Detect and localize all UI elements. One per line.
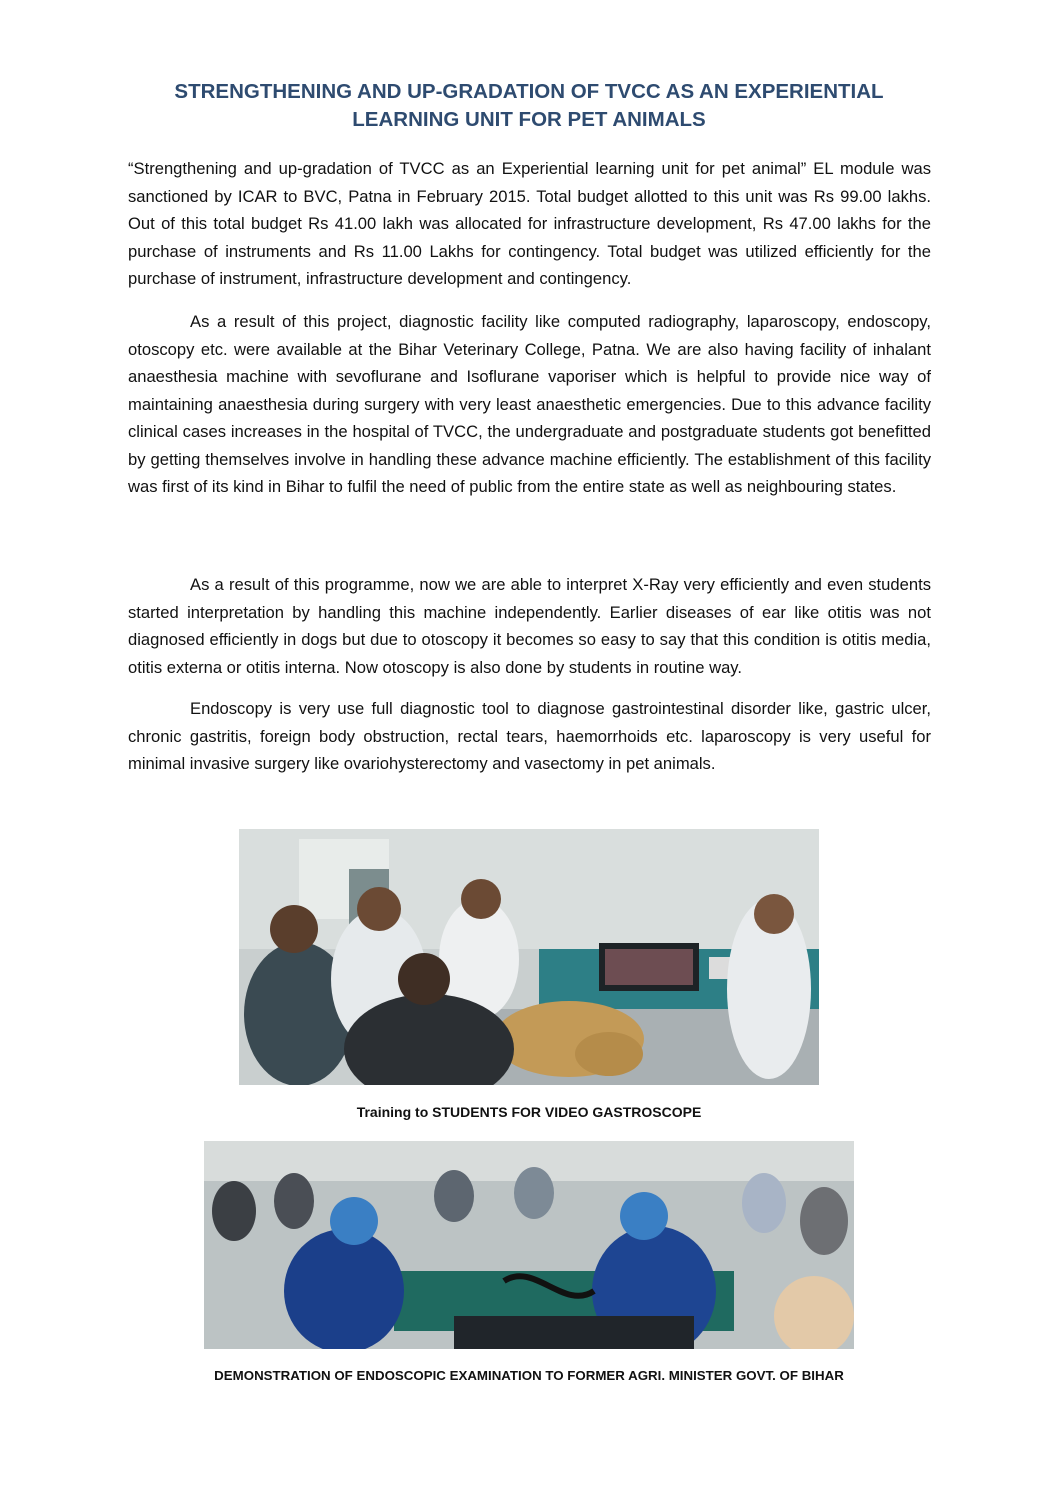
page-title [120, 78, 938, 134]
paragraph-budget: “Strengthening and up-gradation of TVCC as an Experiential learning unit for pet animal” EL module was sanctioned by ICAR to BVC, Patna in February 2015. Total budget allotted to this unit was Rs 99.00 lakhs. Out of this total budget Rs 41.00 lakh was allocated for infrastructure development, Rs 47.00 lakhs for the purchase of instruments and Rs 11.00 Lakhs for contingency. Total budget was utilized efficiently for the purchase of instrument, infrastructure development and contingency. [128, 159, 931, 288]
caption-photo-2: DEMONSTRATION OF ENDOSCOPIC EXAMINATION TO FORMER AGRI. MINISTER GOVT. OF BIHAR [214, 1368, 844, 1383]
photo-gastroscope-illustration [239, 829, 819, 1085]
caption-photo-1: Training to STUDENTS FOR VIDEO GASTROSCOPE [356, 1104, 702, 1120]
paragraph-facilities: As a result of this project, diagnostic facility like computed radiography, laparoscopy, endoscopy, otoscopy etc. were available at the Bihar Veterinary College, Patna. We are also having facility of inhalant anaesthesia machine with sevoflurane and Isoflurane vaporiser which is helpful to provide nice way of maintaining anaesthesia during surgery with very least anaesthetic emergencies. Due to this advance facility clinical cases increases in the hospital of TVCC, the undergraduate and postgraduate students got benefitted by getting themselves involve in handling these advance machine efficiently. The establishment of this facility was first of its kind in Bihar to fulfil the need of public from the entire state as well as neighbouring states. [128, 312, 931, 496]
paragraph-xray-otoscopy: As a result of this programme, now we are able to interpret X-Ray very efficiently and even students started interpretation by handling this machine independently. Earlier diseases of ear like otitis was not diagnosed efficiently in dogs but due to otoscopy it becomes so easy to say that this condition is otitis media, otitis externa or otitis interna. Now otoscopy is also done by students in routine way. [128, 575, 931, 677]
photo-demonstration-illustration [204, 1141, 854, 1349]
photo-endoscopic-demonstration [204, 1141, 854, 1349]
photo-gastroscope-training [239, 829, 819, 1085]
paragraph-endoscopy: Endoscopy is very use full diagnostic tool to diagnose gastrointestinal disorder like, gastric ulcer, chronic gastritis, foreign body obstruction, rectal tears, haemorrhoids etc. laparoscopy is very useful for minimal invasive surgery like ovariohysterectomy and vasectomy in pet animals. [128, 699, 931, 773]
title-line-1: STRENGTHENING AND UP-GRADATION OF TVCC AS AN EXPERIENTIAL [174, 80, 884, 103]
title-line-2: LEARNING UNIT FOR PET ANIMALS [352, 108, 706, 131]
